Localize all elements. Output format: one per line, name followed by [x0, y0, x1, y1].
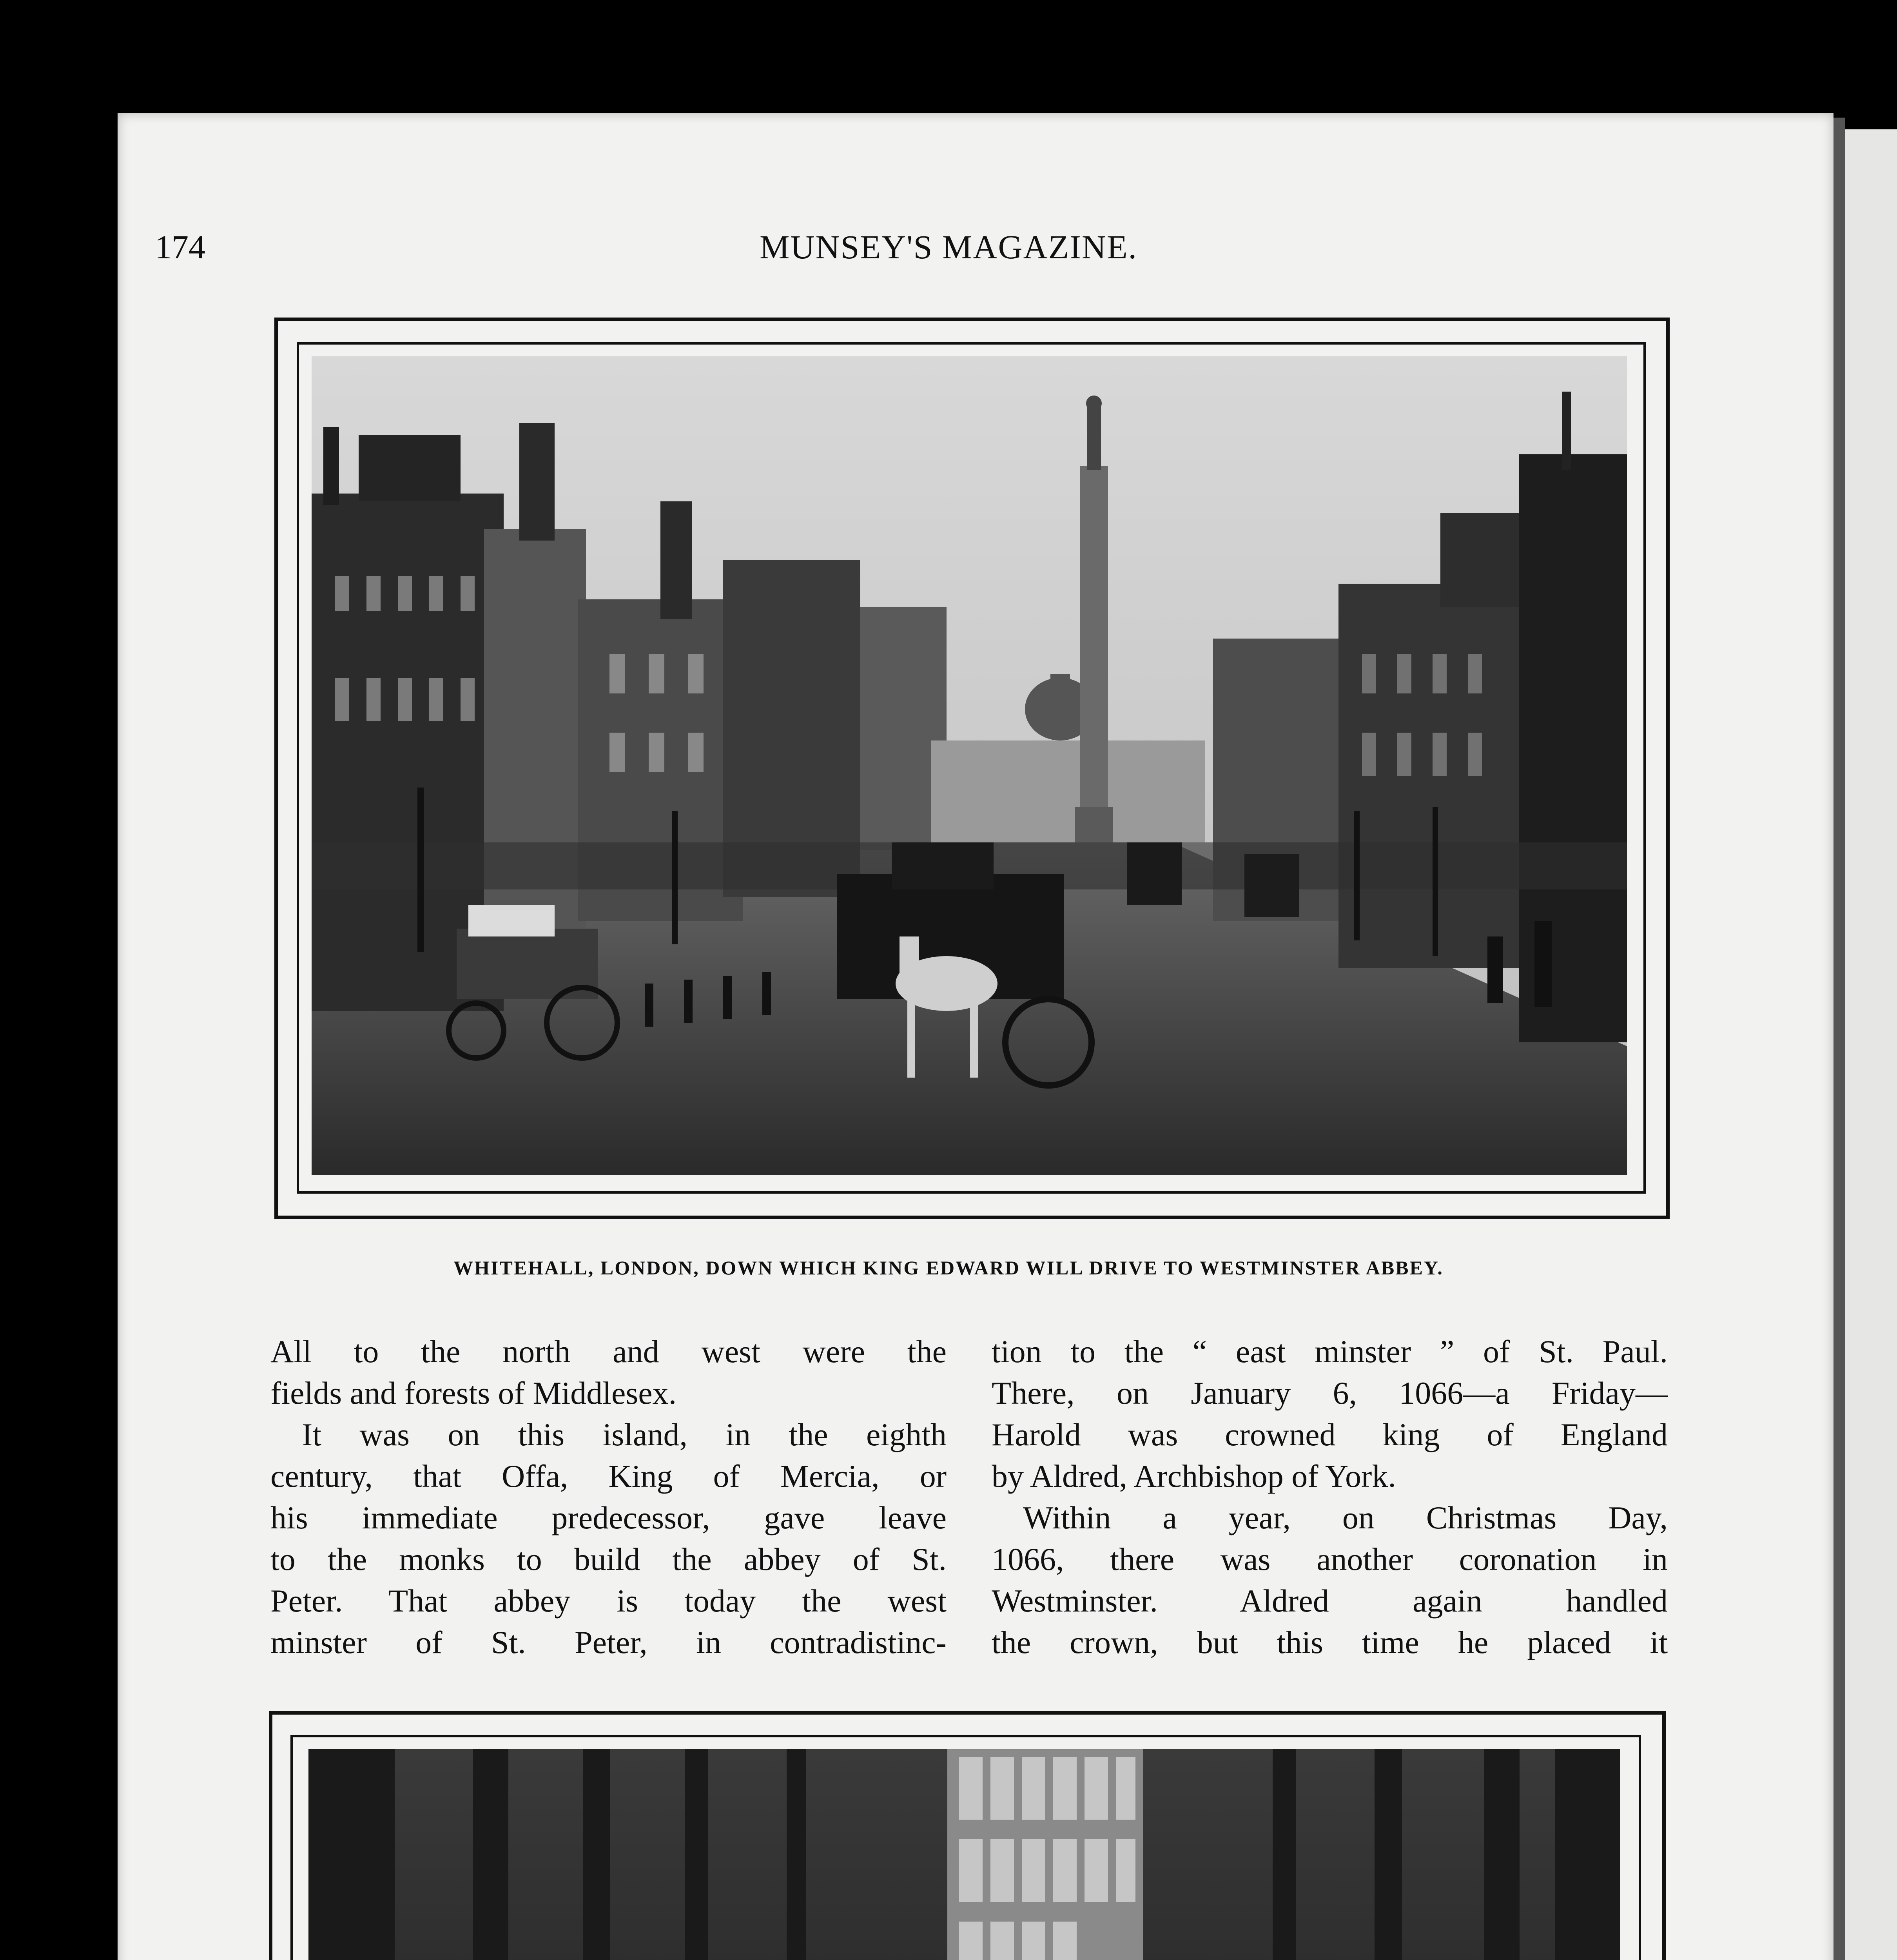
body-column-right [992, 1331, 1668, 1663]
paragraph: Within a year, on Christmas Day, 1066, there was another coronation in Westminster. Aldred again handled the crown, but this time he placed it [992, 1500, 1668, 1660]
running-head: MUNSEY'S MAGAZINE. [759, 228, 1138, 266]
whitehall-photo [312, 356, 1627, 1175]
paragraph: It was on this island, in the eighth century, that Offa, King of Mercia, or his immediate predecessor, gave leave to the monks to build the abbey of St. Peter. That abbey is today the west minster of St. Peter, in contradistinc- [270, 1417, 947, 1660]
figure-choir-frame [269, 1711, 1666, 1960]
figure-whitehall-caption: WHITEHALL, LONDON, DOWN WHICH KING EDWARD WILL DRIVE TO WESTMINSTER ABBEY. [453, 1257, 1444, 1279]
next-page-edge [1845, 129, 1897, 1960]
book-spine [1834, 118, 1845, 1960]
paragraph: tion to the “ east minster ” of St. Paul. There, on January 6, 1066—a Friday— Harold was crowned king of England by Aldred, Archbishop of York. [992, 1334, 1668, 1494]
page-number: 174 [155, 228, 205, 266]
choir-photo [308, 1749, 1620, 1960]
paragraph: All to the north and west were the fields and forests of Middlesex. [270, 1334, 947, 1411]
figure-whitehall-frame [274, 318, 1670, 1219]
body-column-left [270, 1331, 947, 1663]
